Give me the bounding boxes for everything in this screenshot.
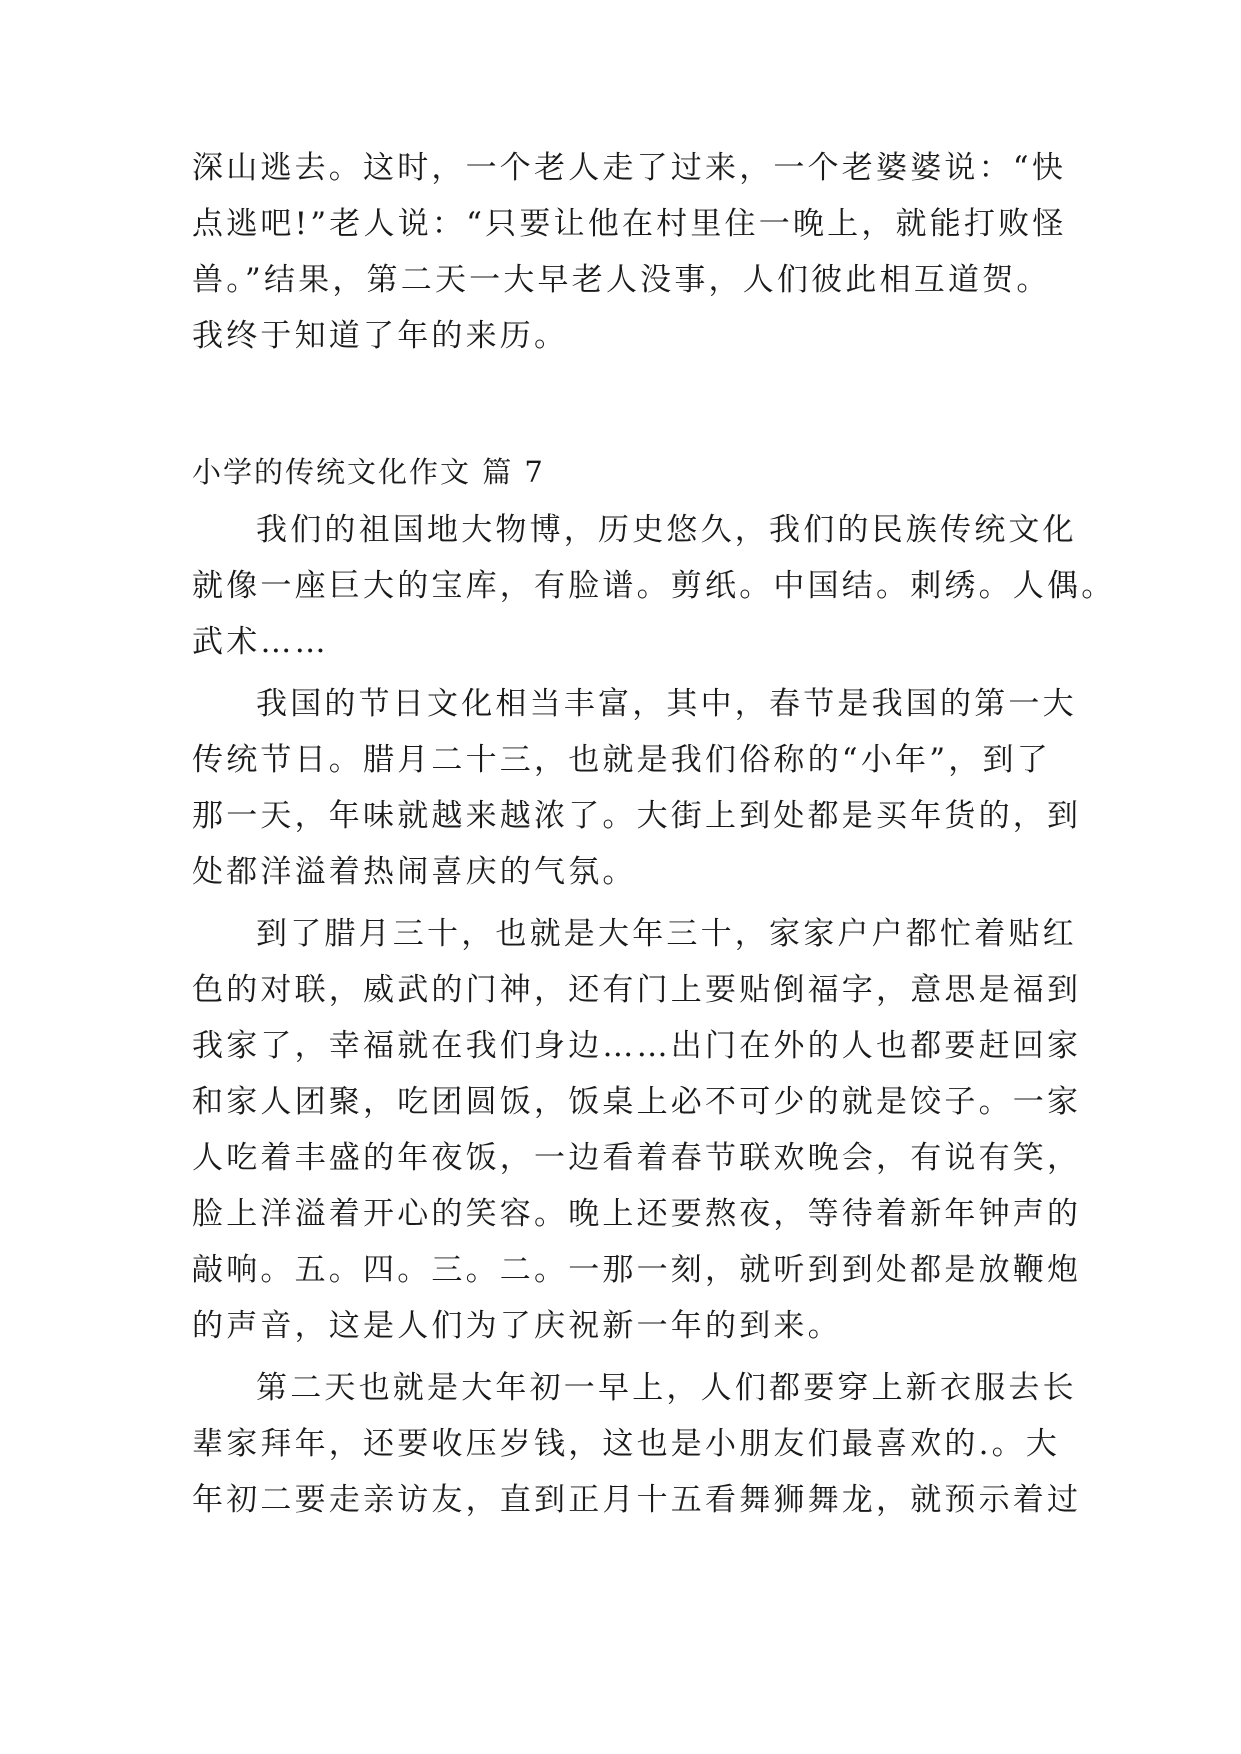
section-title: 小学的传统文化作文 篇 7 [192,455,545,489]
paragraph2-line-3: 那一天，年味就越来越浓了。大街上到处都是买年货的，到 [192,798,1082,834]
paragraph3-line-6: 脸上洋溢着开心的笑容。晚上还要熬夜，等待着新年钟声的 [192,1196,1082,1232]
paragraph3-line-2: 色的对联，威武的门神，还有门上要贴倒福字，意思是福到 [192,972,1082,1008]
paragraph3-line-8: 的声音，这是人们为了庆祝新一年的到来。 [192,1308,842,1344]
intro-line-2: 点逃吧!”老人说：“只要让他在村里住一晚上，就能打败怪 [192,206,1067,242]
paragraph2-line-4: 处都洋溢着热闹喜庆的气氛。 [192,854,637,890]
paragraph1-line-3: 武术…… [192,624,329,660]
paragraph3-line-4: 和家人团聚，吃团圆饭，饭桌上必不可少的就是饺子。一家 [192,1084,1082,1120]
paragraph4-line-1: 第二天也就是大年初一早上，人们都要穿上新衣服去长 [256,1370,1077,1406]
paragraph3-line-7: 敲响。五。四。三。二。一那一刻，就听到到处都是放鞭炮 [192,1252,1082,1288]
intro-line-1: 深山逃去。这时，一个老人走了过来，一个老婆婆说：“快 [192,150,1067,186]
intro-line-3: 兽。”结果，第二天一大早老人没事，人们彼此相互道贺。 [192,262,1051,298]
paragraph1-line-2: 就像一座巨大的宝库，有脸谱。剪纸。中国结。刺绣。人偶。 [192,568,1116,604]
paragraph1-line-1: 我们的祖国地大物博，历史悠久，我们的民族传统文化 [256,512,1077,548]
paragraph3-line-1: 到了腊月三十，也就是大年三十，家家户户都忙着贴红 [256,916,1077,952]
paragraph4-line-3: 年初二要走亲访友，直到正月十五看舞狮舞龙，就预示着过 [192,1482,1082,1518]
paragraph3-line-3: 我家了，幸福就在我们身边……出门在外的人也都要赶回家 [192,1028,1082,1064]
paragraph2-line-2: 传统节日。腊月二十三，也就是我们俗称的“小年”，到了 [192,742,1051,778]
paragraph2-line-1: 我国的节日文化相当丰富，其中，春节是我国的第一大 [256,686,1077,722]
paragraph3-line-5: 人吃着丰盛的年夜饭，一边看着春节联欢晚会，有说有笑， [192,1140,1082,1176]
paragraph4-line-2: 辈家拜年，还要收压岁钱，这也是小朋友们最喜欢的.。大 [192,1426,1061,1462]
intro-line-4: 我终于知道了年的来历。 [192,318,569,354]
